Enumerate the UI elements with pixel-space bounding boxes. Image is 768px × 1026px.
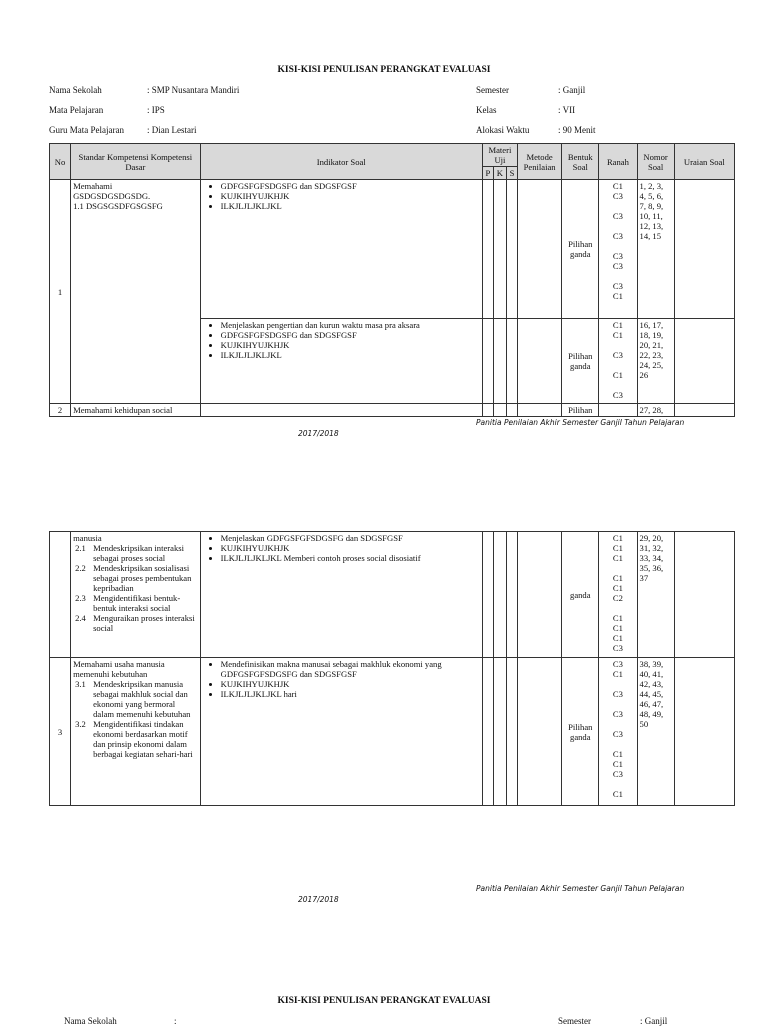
cell-k <box>493 658 506 806</box>
indikator-item: • Menjelaskan GDFGSFGFSDGSFG dan SDGSFGSF <box>221 533 480 543</box>
ranah-value: C1 <box>612 759 623 769</box>
header-p: P <box>482 167 493 180</box>
value-alokasi-waktu: : 90 Menit <box>558 125 596 135</box>
cell-nomor: 16, 17, 18, 19, 20, 21, 22, 23, 24, 25, 26 <box>637 319 674 404</box>
cell-metode <box>518 319 562 404</box>
ranah-value: C3 <box>612 709 623 719</box>
cell-k <box>493 532 506 658</box>
label-nama-sekolah: Nama Sekolah <box>64 1016 117 1026</box>
sk-kd-cell: Memahami kehidupan social <box>71 404 201 417</box>
sk-line: Memahami <box>73 181 113 191</box>
ranah-value: C3 <box>612 769 623 779</box>
cell-nomor: 29, 20, 31, 32, 33, 34, 35, 36, 37 <box>637 532 674 658</box>
ranah-value: C2 <box>612 593 623 603</box>
value-mata-pelajaran: : IPS <box>147 105 165 115</box>
page-title: KISI-KISI PENULISAN PERANGKAT EVALUASI <box>277 65 491 75</box>
value-nama-sekolah: : SMP Nusantara Mandiri <box>147 85 240 95</box>
ranah-value: C3 <box>612 191 623 201</box>
cell-p <box>482 319 493 404</box>
ranah-value: C1 <box>612 181 623 191</box>
cell-p <box>482 532 493 658</box>
cell-uraian <box>674 404 734 417</box>
ranah-value: C1 <box>612 320 623 330</box>
sk-line: manusia <box>73 533 102 543</box>
indikator-item: • KUJKIHYUJKHJK <box>221 679 480 689</box>
sk-kd-cell <box>71 658 201 806</box>
ranah-value: C3 <box>612 643 623 653</box>
cell-nomor: 27, 28, <box>637 404 674 417</box>
header-sk-kd: Standar Kompetensi Kompetensi Dasar <box>71 144 201 180</box>
value-nama-sekolah: : <box>174 1016 177 1026</box>
value-kelas: : VII <box>558 105 576 115</box>
header-nomor: Nomor Soal <box>637 144 674 180</box>
indikator-cell <box>200 404 482 417</box>
ranah-value: C1 <box>612 291 623 301</box>
cell-bentuk: Pilihan ganda <box>562 658 599 806</box>
cell-uraian <box>674 180 734 319</box>
sk-line: Memahami usaha manusia memenuhi kebutuhan <box>73 659 165 679</box>
cell-metode <box>518 180 562 319</box>
value-semester: : Ganjil <box>640 1016 668 1026</box>
indikator-item: • ILKJLJLJKLJKL <box>221 350 480 360</box>
cell-p <box>482 180 493 319</box>
cell-ranah <box>599 532 637 658</box>
header-ranah: Ranah <box>599 144 637 180</box>
value-guru: : Dian Lestari <box>147 125 197 135</box>
header-materi-uji: Materi Uji <box>482 144 517 167</box>
ranah-value: C1 <box>612 749 623 759</box>
cell-bentuk: Pilihan ganda <box>562 319 599 404</box>
cell-s <box>506 658 517 806</box>
footer-year: 2017/2018 <box>298 895 339 904</box>
indikator-cell <box>200 658 482 806</box>
footer-text: Panitia Penilaian Akhir Semester Ganjil Tahun Pelajaran <box>476 884 685 893</box>
cell-nomor: 1, 2, 3, 4, 5, 6, 7, 8, 9, 10, 11, 12, 13, 14, 15 <box>637 180 674 319</box>
cell-k <box>493 180 506 319</box>
ranah-value: C3 <box>612 261 623 271</box>
sk-kd-cell <box>71 180 201 404</box>
indikator-cell <box>200 180 482 319</box>
header-uraian: Uraian Soal <box>674 144 734 180</box>
cell-ranah <box>599 319 637 404</box>
cell-metode <box>518 658 562 806</box>
cell-s <box>506 319 517 404</box>
cell-uraian <box>674 532 734 658</box>
indikator-item: • Menjelaskan pengertian dan kurun waktu masa pra aksara <box>221 320 480 330</box>
cell-metode <box>518 404 562 417</box>
indikator-item: • ILKJLJLJKLJKL hari <box>221 689 480 699</box>
kd-item: 2.1 Mendeskripsikan interaksi sebagai proses social <box>75 543 185 563</box>
ranah-value: C3 <box>612 689 623 699</box>
cell-bentuk: ganda <box>562 532 599 658</box>
indikator-item: • GDFGSFGFSDGSFG dan SDGSFGSF <box>221 330 480 340</box>
cell-p <box>482 404 493 417</box>
kd-line: 1.1 DSGSGSDFGSGSFG <box>73 201 163 211</box>
indikator-item: • KUJKIHYUJKHJK <box>221 191 480 201</box>
header-metode: Metode Penilaian <box>518 144 562 180</box>
indikator-item: • KUJKIHYUJKHJK <box>221 543 480 553</box>
ranah-value: C3 <box>612 211 623 221</box>
indikator-item: • ILKJLJLJKLJKL <box>221 201 480 211</box>
kd-item: 3.1 Mendeskripsikan manusia sebagai makhluk social dan ekonomi yang bermoral dalam memenuhi kebutuhan <box>75 679 191 719</box>
ranah-value: C3 <box>612 729 623 739</box>
table-row <box>50 180 735 319</box>
ranah-value: C1 <box>612 789 623 799</box>
footer-text: Panitia Penilaian Akhir Semester Ganjil Tahun Pelajaran <box>476 418 685 427</box>
ranah-value: C3 <box>612 281 623 291</box>
ranah-value: C1 <box>612 669 623 679</box>
cell-p <box>482 658 493 806</box>
ranah-value: C1 <box>612 553 623 563</box>
cell-bentuk: Pilihan <box>562 404 599 417</box>
header-indikator: Indikator Soal <box>200 144 482 180</box>
ranah-value: C3 <box>612 350 623 360</box>
label-semester: Semester <box>476 85 509 95</box>
cell-ranah <box>599 658 637 806</box>
page-title: KISI-KISI PENULISAN PERANGKAT EVALUASI <box>277 996 491 1006</box>
indikator-cell <box>200 532 482 658</box>
row-number: 3 <box>50 658 71 806</box>
sk-kd-cell <box>71 532 201 658</box>
ranah-value: C3 <box>612 251 623 261</box>
ranah-value: C1 <box>612 613 623 623</box>
ranah-value: C1 <box>612 633 623 643</box>
indikator-item: • ILKJLJLJKLJKL Memberi contoh proses social disosiatif <box>221 553 480 563</box>
cell-s <box>506 532 517 658</box>
ranah-value: C1 <box>612 330 623 340</box>
cell-ranah <box>599 180 637 319</box>
cell-bentuk: Pilihan ganda <box>562 180 599 319</box>
table-row <box>50 532 735 658</box>
kisi-kisi-table-page2 <box>49 531 735 806</box>
kisi-kisi-table-page1 <box>49 143 735 417</box>
ranah-value: C3 <box>612 659 623 669</box>
cell-nomor: 38, 39, 40, 41, 42, 43, 44, 45, 46, 47, 48, 49, 50 <box>637 658 674 806</box>
cell-uraian <box>674 658 734 806</box>
row-number: 2 <box>50 404 71 417</box>
cell-s <box>506 180 517 319</box>
header-bentuk: Bentuk Soal <box>562 144 599 180</box>
label-semester: Semester <box>558 1016 591 1026</box>
header-no: No <box>50 144 71 180</box>
table-row <box>50 404 735 417</box>
kd-item: 2.2 Mendeskripsikan sosialisasi sebagai proses pembentukan kepribadian <box>75 563 192 593</box>
cell-s <box>506 404 517 417</box>
ranah-value: C1 <box>612 370 623 380</box>
cell-k <box>493 319 506 404</box>
ranah-value: C1 <box>612 583 623 593</box>
label-nama-sekolah: Nama Sekolah <box>49 85 102 95</box>
kd-item: 2.3 Mengidentifikasi bentuk-bentuk interaksi social <box>75 593 181 613</box>
cell-uraian <box>674 319 734 404</box>
indikator-cell <box>200 319 482 404</box>
sk-line: GSDGSDGSDGSDG. <box>73 191 151 201</box>
ranah-value: C1 <box>612 573 623 583</box>
cell-metode <box>518 532 562 658</box>
ranah-value: C1 <box>612 543 623 553</box>
ranah-value: C3 <box>612 231 623 241</box>
header-k: K <box>493 167 506 180</box>
indikator-item: • KUJKIHYUJKHJK <box>221 340 480 350</box>
kd-item: 3.2 Mengidentifikasi tindakan ekonomi berdasarkan motif dan prinsip ekonomi dalam berbagai kegiatan sehari-hari <box>75 719 193 759</box>
ranah-value: C1 <box>612 533 623 543</box>
label-alokasi-waktu: Alokasi Waktu <box>476 125 530 135</box>
kd-item: 2.4 Menguraikan proses interaksi social <box>75 613 195 633</box>
cell-ranah <box>599 404 637 417</box>
label-kelas: Kelas <box>476 105 497 115</box>
row-number: 1 <box>50 180 71 404</box>
row-number <box>50 532 71 658</box>
label-mata-pelajaran: Mata Pelajaran <box>49 105 104 115</box>
footer-year: 2017/2018 <box>298 429 339 438</box>
indikator-item: • GDFGSFGFSDGSFG dan SDGSFGSF <box>221 181 480 191</box>
value-semester: : Ganjil <box>558 85 586 95</box>
header-s: S <box>506 167 517 180</box>
label-guru: Guru Mata Pelajaran <box>49 125 124 135</box>
ranah-value: C3 <box>612 390 623 400</box>
cell-k <box>493 404 506 417</box>
ranah-value: C1 <box>612 623 623 633</box>
indikator-item: • Mendefinisikan makna manusai sebagai makhluk ekonomi yang GDFGSFGFSDGSFG dan SDGSFGSF <box>221 659 480 679</box>
table-row <box>50 658 735 806</box>
